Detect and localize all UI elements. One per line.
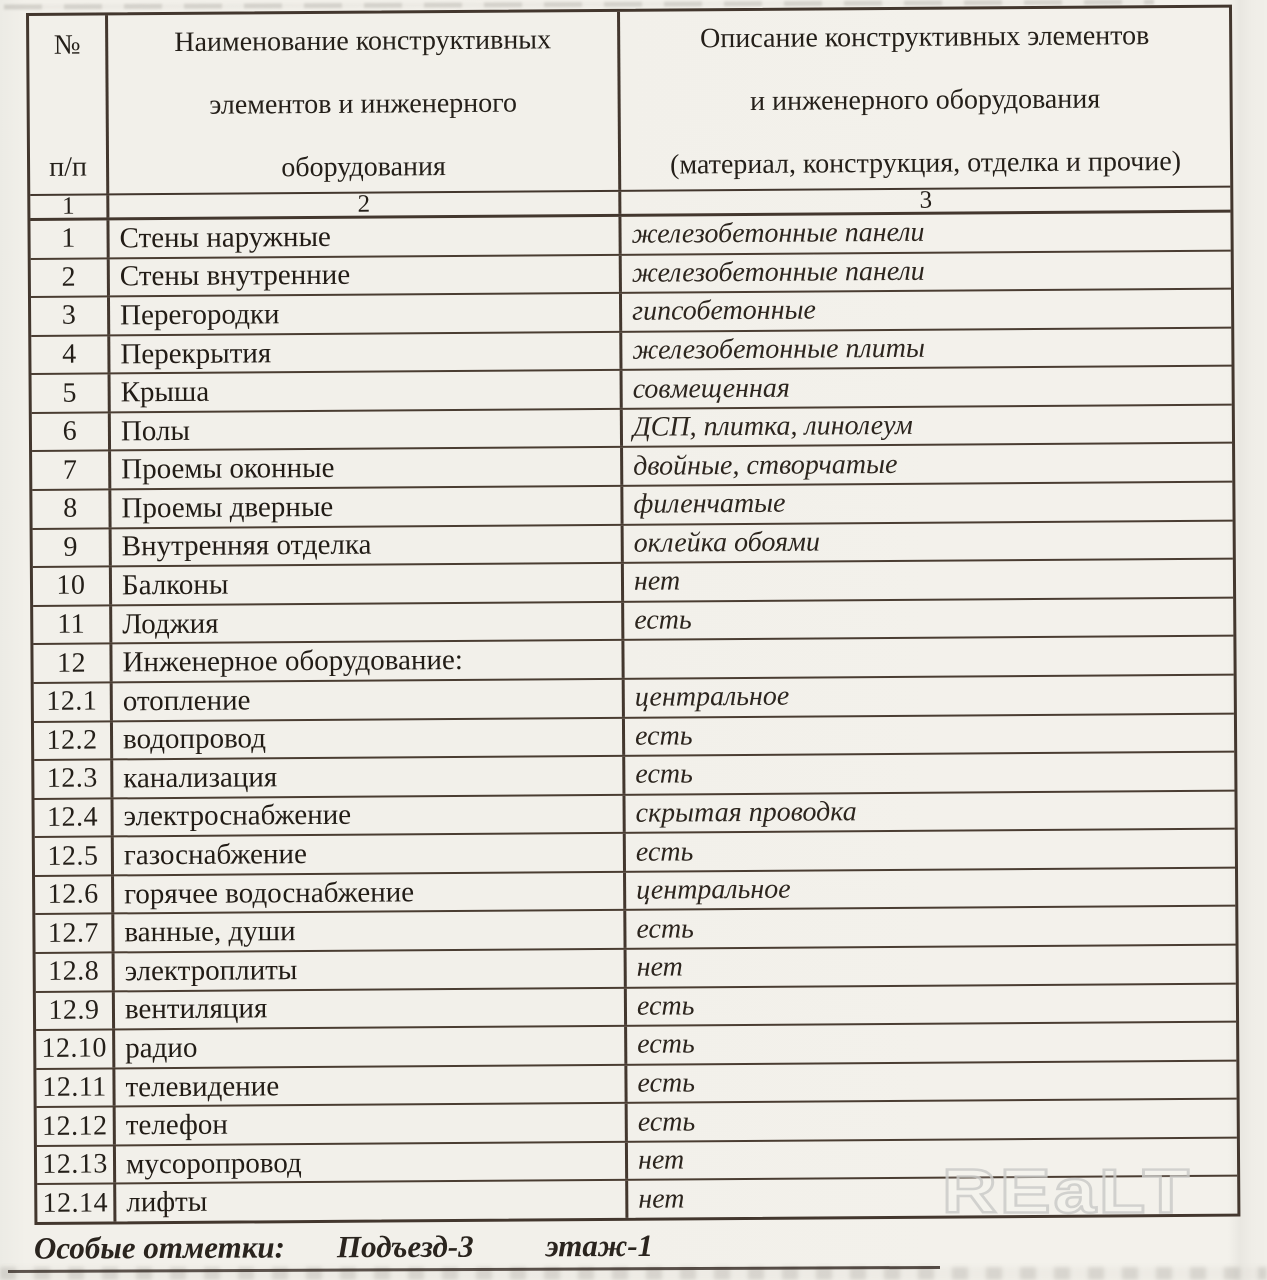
- row-value-cell: нет: [633, 565, 681, 598]
- row-name-cell: газоснабжение: [114, 834, 626, 874]
- realt-watermark: REaLT: [942, 1156, 1193, 1227]
- row-number-cell: 12.7: [35, 915, 114, 952]
- header-name-line2: элементов и инженерного: [209, 87, 518, 121]
- special-notes-row: [34, 1225, 1214, 1266]
- row-number-cell: 12.14: [37, 1185, 116, 1222]
- row-number-cell: 12.2: [34, 722, 113, 759]
- table-rows: [30, 213, 1237, 1222]
- floor-note: этаж-1: [545, 1227, 654, 1264]
- row-name-cell: электроснабжение: [113, 796, 625, 836]
- row-number-cell: 12.3: [34, 761, 113, 798]
- row-name-cell: телевидение: [115, 1066, 627, 1106]
- header-no-sign: №: [53, 29, 81, 61]
- row-name-cell: Стены наружные: [109, 217, 621, 257]
- row-number-cell: 12.8: [36, 953, 115, 990]
- row-number-cell: 12.6: [35, 876, 114, 913]
- row-number-cell: 12.4: [34, 799, 113, 836]
- row-name-cell: мусоропровод: [116, 1143, 628, 1183]
- row-name-cell: Перегородки: [110, 294, 622, 334]
- row-value-cell: совмещенная: [632, 372, 790, 405]
- row-name-cell: Лоджия: [112, 603, 624, 643]
- column-number-1: 1: [30, 195, 109, 218]
- row-value-cell: есть: [635, 835, 694, 868]
- header-desc-line1: Описание конструктивных элементов: [699, 20, 1150, 55]
- row-name-cell: горячее водоснабжение: [114, 873, 626, 913]
- header-name-line1: Наименование конструктивных: [174, 24, 552, 58]
- row-name-cell: радио: [115, 1027, 627, 1067]
- row-name-cell: вентиляция: [115, 988, 627, 1028]
- row-value-cell: нет: [637, 1144, 685, 1176]
- row-number-cell: 4: [31, 336, 110, 373]
- row-number-cell: 12.9: [36, 992, 115, 1029]
- table-header-row: [29, 8, 1230, 194]
- row-name-cell: Проемы оконные: [111, 448, 623, 488]
- row-value-cell: гипсобетонные: [631, 294, 817, 328]
- row-value-cell: есть: [636, 990, 695, 1022]
- row-value-cell: железобетонные панели: [631, 217, 925, 251]
- row-name-cell: телефон: [116, 1104, 628, 1144]
- row-value-cell: ДСП, плитка, линолеум: [632, 409, 913, 443]
- row-number-cell: 12.10: [36, 1031, 115, 1068]
- special-notes-label: Особые отметки:: [33, 1229, 286, 1266]
- row-value-cell: оклейка обоями: [633, 526, 821, 559]
- entrance-note: Подъезд-3: [336, 1228, 474, 1265]
- row-name-cell: электроплиты: [115, 950, 627, 990]
- row-value-cell: есть: [634, 604, 692, 636]
- row-value-cell: [624, 637, 1233, 678]
- header-name-line3: оборудования: [281, 151, 446, 184]
- row-value-cell: филенчатые: [633, 488, 786, 521]
- row-name-cell: Балконы: [112, 564, 624, 604]
- column-number-2: 2: [109, 192, 621, 218]
- row-value-cell: скрытая проводка: [635, 796, 857, 829]
- row-number-cell: 12.13: [37, 1146, 116, 1183]
- row-name-cell: Стены внутренние: [110, 255, 622, 295]
- header-desc-line2: и инженерного оборудования: [750, 83, 1101, 117]
- row-value-cell: есть: [637, 1105, 696, 1138]
- row-value-cell: двойные, створчатые: [633, 448, 898, 482]
- row-name-cell: водопровод: [113, 718, 625, 758]
- row-number-cell: 12.12: [37, 1108, 116, 1145]
- row-number-cell: 2: [31, 259, 110, 296]
- row-number-cell: 12.11: [36, 1069, 115, 1106]
- row-number-cell: 1: [30, 220, 109, 257]
- header-pp-label: п/п: [49, 151, 88, 183]
- row-number-cell: 12.5: [35, 838, 114, 875]
- column-number-3: 3: [919, 186, 933, 214]
- row-value-cell: нет: [638, 1183, 685, 1215]
- row-number-cell: 12.1: [34, 683, 113, 720]
- row-value-cell: есть: [636, 913, 694, 945]
- row-number-cell: 7: [32, 452, 111, 489]
- row-number-cell: 6: [32, 413, 111, 450]
- row-value-cell: нет: [636, 951, 683, 984]
- header-number-column: [29, 15, 109, 194]
- row-name-cell: ванные, души: [114, 911, 626, 951]
- row-value-cell: центральное: [636, 873, 791, 906]
- row-name-cell: Крыша: [111, 371, 623, 411]
- header-name-column: [108, 12, 621, 194]
- row-number-cell: 8: [32, 490, 111, 527]
- row-name-cell: Проемы дверные: [111, 487, 623, 527]
- row-name-cell: Внутренняя отделка: [112, 525, 624, 565]
- row-number-cell: 10: [33, 568, 112, 605]
- row-name-cell: Полы: [111, 410, 623, 450]
- row-number-cell: 11: [33, 606, 112, 643]
- row-value-cell: железобетонные плиты: [632, 332, 925, 366]
- row-value-cell: железобетонные панели: [631, 255, 925, 289]
- row-number-cell: 5: [32, 375, 111, 412]
- row-name-cell: лифты: [116, 1181, 628, 1221]
- header-desc-line3: (материал, конструкция, отделка и прочие): [669, 145, 1182, 181]
- row-name-cell: Перекрытия: [110, 333, 622, 373]
- row-name-cell: канализация: [113, 757, 625, 797]
- construction-elements-table: [26, 5, 1240, 1225]
- header-description-column: [620, 8, 1230, 190]
- row-number-cell: 9: [33, 529, 112, 566]
- scan-artifact-bottom: [0, 1267, 1267, 1280]
- row-value-cell: есть: [637, 1028, 695, 1061]
- row-number-cell: 3: [31, 298, 110, 335]
- row-number-cell: 12: [33, 645, 112, 682]
- row-value-cell: есть: [634, 720, 693, 752]
- row-value-cell: есть: [637, 1067, 696, 1099]
- row-value-cell: центральное: [634, 680, 790, 713]
- row-name-cell: Инженерное оборудование:: [112, 641, 624, 681]
- row-value-cell: есть: [635, 758, 693, 791]
- row-name-cell: отопление: [113, 680, 625, 720]
